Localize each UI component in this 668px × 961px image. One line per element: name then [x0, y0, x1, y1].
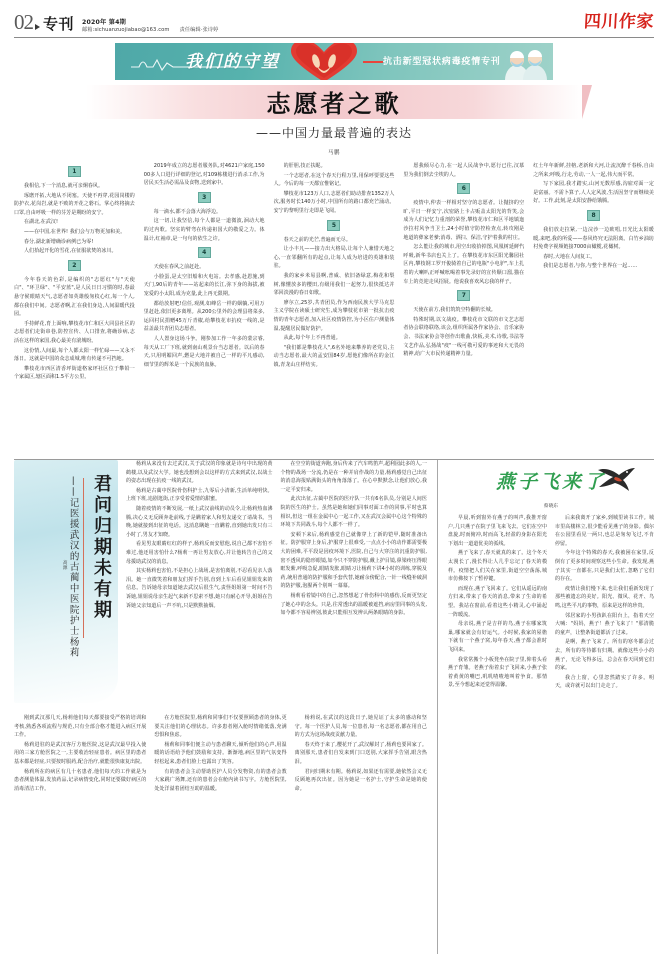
paragraph: 春时,大地在人间复工。 [543, 253, 596, 260]
paragraph: 燕子飞来了,春天就真的来了。这个冬天太漫长了,漫长得让人几乎忘记了春天的模样。疫情把人们关在家里,街道空空荡荡,城市仿佛按下了暂停键。 [448, 550, 547, 583]
left-column-1 [126, 460, 273, 710]
masthead-contact [82, 27, 218, 34]
paragraph: 这一切,让我坚信,每个人都是一道微波,洄动大地的过内歌。坚实的臂弯在传递祖国大的敬爱之力。体温计,红袖章,是一句句的依生之许。 [143, 218, 265, 242]
medical-staff-icon [503, 46, 549, 80]
paragraph: 杨莉说,在武汉的这段日子,她见证了太多的感动和坚守。每一个医护人员,每一位患者,每一名志愿者,都在用自己的方式为这场战疫贡献力量。 [294, 715, 427, 739]
left-lower-column-1 [14, 714, 146, 954]
paragraph: ——在中国,在世界! 我们会与万物更加和美。 [24, 228, 126, 235]
paragraph: 疫情中,仲表一样相对坚守的志愿者。让抛挤的空旷,平日一样安宁,次密路上卡占贩盖太阳光的背笑,会成为人们记忆力重剖的荣誉,攀枝花市仁和区平地镇迤沙拉村风争当卫士,24小时值守防控检查点,转攻刚是地道的彝家老爹;消毒、洒扫、保洁,守护着我的村庄。 [403, 200, 525, 241]
right-article-columns [448, 514, 654, 692]
paragraph: 我相信,下一个消息,就可亲炯春风。 [24, 183, 104, 189]
paragraph: 春分,湖北新增确诊病例已为零! [24, 238, 94, 245]
paragraph: 早晨,听到窗外有燕子的叫声,我推开窗户,几只燕子在院子里飞来飞去。它们在空中盘旋,时而俯冲,时而高飞,轻盈的身影在阳光下划出一道道优美的弧线。 [448, 515, 547, 547]
masthead-meta [82, 19, 218, 34]
lead-headline-zone [14, 85, 654, 143]
editor-label: 责任编辑·张诗婷 [179, 26, 219, 33]
vertical-title-row [14, 460, 427, 710]
vertical-title-adjacent-columns [118, 460, 427, 710]
paragraph: 今年春天的色彩,是编织的"志愿红"与"天使白"、"环卫绿"、"平安蓝",是人民日日习惯的时,春最悬守候眼睛天气,志愿者如英雄般匆枚心红,每一个人,都在我们中间。志愿者啊,汇在我们身边,人间温暖代投园。 [14, 276, 135, 318]
paragraph: 小脸蛋,是太空旧船和火电站。去孝感,赴恩施,到天门,90后的青年——站起来的长江,弥下身的海拔,被宠爱的小太阳,成为克量,此上再无限期。 [143, 273, 265, 297]
paragraph: 我合上窗，心里忽然踏实了许多。明天，或许就可以出门走走了。 [555, 674, 654, 690]
paragraph: 春天之前的光芒,普遍而无尽。 [283, 236, 351, 243]
article-junwen-guiqi [14, 460, 438, 954]
paragraph: 让小丰凡——接力出大格局,让每个人兼惜天地之心,一直邻翻所有的起点,让每人成为培进的英雄和装驻。 [273, 246, 395, 270]
paragraph: 我的家乡米易县啊,普威、依旧备绿意,梅花和梨树,像懂放多的樱田,有级用我们一起努力,很快抵达并邻回淡漫的春日如歌。 [273, 272, 395, 297]
right-column-1 [448, 514, 547, 692]
covid-special-banner [115, 43, 553, 80]
paragraph: 人们拾起开化的雪花,在征服欲焚的冰川。 [24, 248, 117, 255]
section-name: 专刊 [43, 15, 75, 33]
section-marker: 7 [457, 290, 470, 301]
paragraph: 随着疫情的不断发展,一纸上武汉前线的动员令,让杨莉热血沸腾,决心义无反顾奔赴前线,于是瞒着家人和男友递交了请战书。当晚,她就接到出征的电话。这消息瞒她一直瞒着,直到她出发只有三小时了,男友才知晓。 [126, 505, 273, 538]
main-column-2 [144, 162, 265, 452]
heart-hands-icon [285, 43, 363, 80]
paragraph: 都给放射吧!信任,观测,如峰岳一样的姻躺,可用万里赶赴,依旧更多离埋。从200公里外的会理县将菜多,运回村民捐赠45万斤青椒,给攀枝花市抗疫一线的,是益盖最共青团员志愿者。 [143, 300, 265, 333]
left-lower-columns [14, 710, 427, 954]
paragraph: 疫情让我们慢下来,也让我们重新发现了那些被遗忘的美好。阳光、微风、花开、鸟鸣,这些平凡的事物，原来是这样的珍贵。 [555, 585, 654, 609]
article-yanzi-feilaile [438, 460, 654, 954]
section-marker: 5 [327, 220, 340, 231]
paragraph: 母亲说,燕子是吉祥的鸟,燕子在哪家筑巢,哪家就会有好运气。小时候,我家的屋檐下就有一个燕子窝,每年春天,燕子都会准时飞回来。 [448, 621, 547, 653]
section-marker: 3 [198, 192, 211, 203]
paragraph: 邻居家的小男孩趴在阳台上，指着天空大喊："妈妈，燕子！燕子飞来了！"那清脆的童声，让整条街道都活了过来。 [555, 612, 654, 636]
paragraph: 有的患者会主动帮助医护人员分发物资,有的患者会教大家跳广场舞,还有的患者会在舱内读书写字。方舱医院里,处处洋溢着团结互助的温暖。 [154, 768, 287, 792]
paragraph: 2019年成立的志愿者服务队,对4621户家庭,15000多人口进行详细的登记,对109栋楼进行消杀工作,为居民买生活必需品及食物,送到家中。 [143, 163, 265, 187]
article-right-title: 燕子飞来了 [495, 470, 606, 493]
banner-subtitle: 抗击新型冠状病毒疫情专刊 [383, 57, 501, 67]
main-column-4 [403, 162, 524, 452]
paragraph: 廖尔立,25岁,共青团员,作为西南民族大学马克思主义学院在读硕士研究生,成为攀枝花市第一批抗击疫情的青年志愿者,加入社区疫情防控,为小区住户测量体温,提醒居民做好防护。 [273, 299, 395, 332]
issue-label: 2020年 第4期 [82, 18, 127, 26]
main-article-columns [14, 162, 654, 452]
paragraph: 看见男友眼睛红红的样子,杨莉反而安慰他,说自己都不害怕不难过,他还用害怕什么?杨莉一再让男友放心,并让他转告自己的父母援助武汉的消息。 [126, 541, 273, 565]
right-column-2 [555, 514, 654, 692]
right-article-title-row [448, 460, 654, 500]
paragraph: 杨莉从来没有去过武汉,关于武汉的印象就是诗句中出现的黄鹤楼,以及武汉大学。她也没想到会以这样的方式来到武汉,以战士的姿态出现在抗疫一线的武汉。 [126, 461, 273, 485]
folio-number: 02 [14, 10, 33, 34]
paragraph: 是啊，燕子飞来了。所有的寒冬都会过去，所有的等待都有归期。就像这些小小的燕子，无论飞得多远，总会在春天回到它们的家。 [555, 639, 654, 672]
lead-byline: 马鹏 [327, 150, 340, 156]
paragraph: 安顿下来后,杨莉感觉自己就像穿上了新的铠甲,随时准备出征。防护服穿上身后,护服穿上很难受,一点点小小的动作都需要极大的困难,平平段是因疫环境下,医院,自己与大穿注的沉重防护服,密不透风的隐形眼镜,如今只不穿防护服,戴上护目镜,鼻梁疼压得眼眶发紫,呼吸急促,眼睛发胀,眼睛习让杨莉下讲4小时的训练,穿脱及药,统用普通的防护服和手套代替,她耐余傍配合,一针一线缝补破洞的防护服,泡腥两个别叫一幕幕。 [280, 531, 427, 590]
section-marker: 8 [587, 210, 600, 221]
article-right-byline: 蔡晓东 [543, 504, 559, 509]
section-marker: 4 [198, 247, 211, 258]
vertical-title-card [14, 460, 118, 703]
paragraph: 杨莉所在的病区有几十名患者,他们每天的工作就是为患者测量体温,发放药品,记录病情变化,同时还要做好病区的消毒清洁工作。 [14, 768, 147, 792]
masthead [14, 0, 654, 38]
paragraph: 每一滴水,都不会落大海浮边。 [153, 208, 222, 215]
left-column-2 [281, 460, 428, 710]
paragraph: 杨莉是古蔺中医院骨伤科护士,九零后小清新,生活单纯明快。上班下班,追剧逛街,正享受着爱情的甜蜜。 [126, 487, 273, 503]
email-label: 邮箱:sichuanzuojiabao@163.com [82, 26, 170, 33]
banner-dash-rule [363, 61, 383, 63]
paragraph: 天使在前方,我们筑筑空特翻的长城。 [413, 307, 496, 314]
paragraph: "我们都是攀枝花人",6名外地来攀养的老党员,主动当志愿者,最大的孟安国84岁,愿他们像所在的金江镇,青龙山庄样结实。 [273, 344, 395, 368]
paragraph: 写下家园,我才踏实,山河无数厚感,沟雇对面一定是富丽。不需卜算子,人人定风波,生活因坚守而继续美好。工作,此刻,是太阳安静给饿腾。 [533, 181, 654, 205]
left-lower-column-2 [154, 714, 286, 954]
paragraph: 在湖北,在武汉! [24, 219, 58, 226]
paragraph: 琢磨开拓,大地从不闭塞。天使不再穿,花园岗楼的防护衣,花岗岩,就是不败的开花之磐石。掌心终将摘去口罩,自由呼吸一样的芬芳是期盼的安宁。 [14, 192, 135, 216]
main-column-5 [533, 162, 654, 452]
article-left-title: 君问归期未有期 [91, 474, 112, 621]
paragraph: 后来我离开了家乡,到城里读书工作。城市里高楼林立,很少能看见燕子的身影。偶尔在公园里看见一两只,也总是匆匆飞过,不肯停留。 [555, 515, 654, 547]
paragraph: 杨莉看着镜中的自己,忽然想起了骨伤科中的感伤,反而更坚定了她心中的念头。只是,往常透出的温暖被遮挡,病房里同事的头发,如今都不容易辨别,彼此只能相互发辨认两条眼睛的身影。 [280, 592, 427, 617]
brand-logo: 四川作家 [583, 12, 655, 32]
paragraph: 刚到武汉那几天,杨莉他们每天都要接受严格的培训和考核,熟悉各项流程与规范,只有全部合格才能进入病区开展工作。 [14, 715, 147, 739]
paragraph: 特殊时期,以文战疫。攀枝花市文联的市文艺志愿者协会联络联络,该会,组织所属各作家协会、音乐家协会、书法家协会等创作出歌曲,快板,美术,诗歌,书法等文艺作品,弘扬战"疫"一线可敬可爱的事迹和大无畏的精神,给广大市民传递精神力量。 [403, 316, 525, 358]
paragraph: 我常常搬个小板凳坐在院子里,仰着头看燕子育雏。老燕子衔着虫子飞回来,小燕子张着黄黄的嘴巴,叽叽喳喳地叫着争食。那情景,至今想起来还觉得温馨。 [448, 656, 547, 689]
main-column-1 [14, 162, 135, 452]
paragraph: 其实杨莉也害怕,不是担心上战场,是害怕离别,不忍看见亲人落泪。她一直微笑着和朋友们挥手告别,直到上车后看见姐姐发来的信息。告诉她母亲知道她去武汉后很生气,责怪姐姐第一时间不告诉她,姐姐说母亲生起气来新不思索不想,她只有耐心开导,姐姐在告诉她父亲知道后一声不吭,只是默默抽烟。 [126, 568, 273, 609]
paragraph: 愿我倾尽心力,在一起人民战争中,愿行已往,汉慕里为我们倒去尘埃的人。 [403, 163, 525, 178]
lead-headline: 志愿者之歌 [266, 90, 402, 118]
paragraph: 在空空的街道奔跑,身后传来了汽车鸣笛声,超利园此多的人,一个物的战场一分流,仍是在一种并肩作战的力量,杨莉感觉自己出征的消息海报贴满街头的角角落落了。在心中默默念,让他们放心,我一定平安归来。 [280, 461, 427, 493]
paragraph: 手持鲜花,育上面响,攀枝花市仁和区大同县社区的志愿者们走街串巷,防控宣传、人口排查,将确诊病,志活在这样的家国,我心最美有滚城盼。 [14, 320, 135, 344]
banner-wrapper [14, 43, 654, 80]
paragraph: 一个志愿者,在这个春天行程万里,用保呼要要这些人。今后的每一天都宜惟铭记。 [273, 172, 395, 188]
paragraph: 杨莉进驻的是武汉客厅方舱医院,这是武汉最早投入使用的三家方舱医院之一,主要收治轻症患者。病区里的患者基本都是轻症,只要按时服药,配合治疗,就能很快康复出院。 [14, 741, 147, 765]
paragraph: 人人置身这场斗争。刚参加工作一年多的蒙宗睿,每天从工厂下班,就到南山观景台当志愿者。以后的春天,只用明媚回声,燃是大地并被自己一样的平凡感动,细节里的辉苯是一个民族的血脉。 [143, 335, 265, 368]
paragraph: 今年这个特殊的春天,我被困在家里,反倒有了更多时间观察这些小生命。我发现,燕子其实一直都在,只是我们太忙,忽略了它们的存在。 [555, 550, 654, 583]
paragraph: 红土年年新鲜,挂榕,老新和大河,让流沉醉千春桥,自由之所来;呼吸,行走,劳动,一人一起,伟大而平常。 [533, 163, 654, 178]
paragraph: 从此,每个年上不再普通。 [283, 335, 341, 342]
title-accent-bar [83, 478, 85, 638]
paragraph: 天使在春风之前赶赴。 [153, 264, 205, 271]
paragraph: 君问归期未有期。杨莉说,如果还有需要,她依然会义无反顾地再次出征。因为她是一名护士,守护生命是她的使命。 [294, 768, 427, 792]
left-lower-column-3 [295, 714, 427, 954]
paragraph: 怎么能让我的城市,用空出收拾掉图,风凰树延鲜忾呼吸,新华书店也关上了。在攀枝花市东区阳光馨园社区内,攀枝钢工罗开俊骑着自己的电瓶"小电驴",车上扎着的大喇叭正呼喊吆喝着事先录好的宣传顺口溜,猫在车上的竞迎走风招展。他说我喜欢风忘我的样子。 [403, 244, 525, 285]
paragraph: 而现在,燕子飞回来了。它们从遥远的南方归来,带来了春天的消息,带来了生命的希望。我站在窗前,看着这些小精灵,心中涌起一阵暖流。 [448, 585, 547, 618]
paragraph: 此次出征,古蔺中医院的医疗队一共有6名队员,分别是人间医院的医生的护士。虽然是她和她们同事对面工作的同事,平时也算相识,但这一组在金属中心一起工作,又在武汉会属中心这个特殊的环境下共同战斗,每个人都不一样了。 [280, 496, 427, 529]
section-marker: 6 [457, 183, 470, 194]
lead-subheadline: ——中国力量最普遍的表达 [255, 126, 412, 140]
section-marker: 2 [68, 260, 81, 271]
paragraph: 攀枝花市西区清香坪街道格家坪社区位于攀铅一个家属区,辖区面积1.5平方公里。 [14, 365, 135, 381]
paragraph: 春天终于来了,樱花开了,武汉解封了,杨莉也要回家了。离别那天,患者们自发来到门口送别,大家挥手告别,眼含热泪。 [294, 741, 427, 765]
article-left-subtitle: ——记医援武汉的古蔺中医院护士杨莉 [67, 476, 79, 658]
swallow-bird-icon [596, 466, 636, 492]
bottom-section [14, 460, 654, 954]
paragraph: 杨莉和同事们便主动与患者聊天,倾听他们的心声,用温暖的话语给予他们鼓励和支持。渐渐地,病区里的气氛变得轻松起来,患者们脸上也露出了笑容。 [154, 741, 287, 765]
paragraph: 攀枝花市123万人口,志愿者们助动排查1352万人次,服务时长140万小时,中国所有的路口都充芒涌动。安宁的黎明里行走即是飞阅。 [273, 190, 395, 214]
paragraph: 的肝胆,技正扶昵。 [283, 163, 326, 169]
article-end-note: 我们是志愿者,与你,与整个世界在一起…… [543, 263, 638, 270]
main-column-3 [274, 162, 395, 452]
section-marker: 1 [68, 166, 81, 177]
paragraph: 我们放走拉紧,一边浣沙一边欧唱,日光比太阳暖暖,来吧,我的所爱——春风终究无法阻离。白竹乡油坊村免费字视频链接7000亩橄榄,花橄树。 [533, 226, 654, 251]
folio-arrow-icon [35, 24, 40, 30]
paragraph: 在方舱医院里,杨莉和同事们不仅要照顾患者的身体,更要关注他们的心理状态。许多患者刚入舱时情绪低落,充满恐惧和焦虑。 [154, 715, 287, 739]
banner-title: 我们的守望 [185, 52, 280, 72]
article-left-byline: 高源 [62, 560, 68, 571]
paragraph: 这份情,人间最,每个人都太阳一样忙碌——又永不落日。这就是中国的众志成城,唯有传递不可挡地。 [14, 347, 135, 363]
